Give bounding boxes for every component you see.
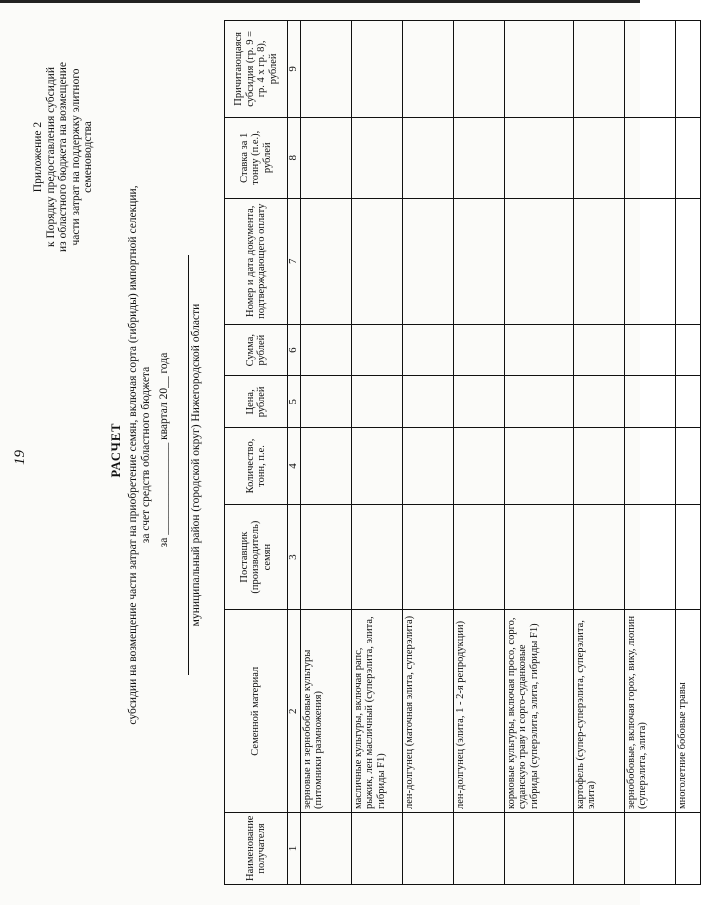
table-cell xyxy=(300,428,351,505)
recipient-cell xyxy=(675,813,700,885)
table-row xyxy=(504,21,573,885)
table-cell xyxy=(453,117,504,198)
column-number: 9 xyxy=(288,21,301,118)
annex-header xyxy=(32,37,95,277)
table-cell xyxy=(624,198,675,324)
table-cell xyxy=(624,21,675,118)
document-subtitle: субсидии на возмещение части затрат на приобретение семян, включая сорта (гибриды) импортной селекции, xyxy=(127,185,139,725)
table-cell xyxy=(573,428,624,505)
document-subtitle-2: за счет средств областного бюджета xyxy=(140,366,152,544)
table-cell xyxy=(624,117,675,198)
table-cell xyxy=(573,324,624,376)
table-cell xyxy=(402,117,453,198)
recipient-cell xyxy=(573,813,624,885)
table-cell xyxy=(675,198,700,324)
column-number: 2 xyxy=(288,610,301,813)
recipient-cell xyxy=(402,813,453,885)
column-number-row xyxy=(288,21,301,885)
table-cell xyxy=(402,504,453,610)
table-cell xyxy=(573,504,624,610)
table-cell xyxy=(351,376,402,428)
column-number: 7 xyxy=(288,198,301,324)
seed-material-cell: лен-долгунец (элита, 1 - 2-я репродукции) xyxy=(453,610,504,813)
seed-material-cell: многолетние бобовые травы xyxy=(675,610,700,813)
table-cell xyxy=(300,376,351,428)
recipient-cell xyxy=(351,813,402,885)
recipient-cell xyxy=(624,813,675,885)
table-row xyxy=(675,21,700,885)
table-cell xyxy=(351,117,402,198)
header-cell: Наименование получателя xyxy=(225,813,288,885)
table-cell xyxy=(300,324,351,376)
table-cell xyxy=(675,376,700,428)
table-cell xyxy=(453,198,504,324)
header-cell: Ставка за 1 тонну (п.е.), рублей xyxy=(225,117,288,198)
table-cell xyxy=(402,324,453,376)
table-cell xyxy=(351,428,402,505)
table-cell xyxy=(504,21,573,118)
table-cell xyxy=(675,428,700,505)
table-cell xyxy=(453,428,504,505)
annex-line: к Порядку предоставления субсидий xyxy=(44,67,57,247)
header-cell: Причитающаяся субсидия (гр. 9 = гр. 4 х гр. 8), рублей xyxy=(225,21,288,118)
table-cell xyxy=(624,428,675,505)
column-number: 5 xyxy=(288,376,301,428)
header-row xyxy=(225,21,288,885)
header-cell: Семенной материал xyxy=(225,610,288,813)
table-cell xyxy=(675,324,700,376)
table-cell xyxy=(624,376,675,428)
seed-material-cell: кормовые культуры, включая просо, сорго, суданскую траву и сорго-суданковые гибриды (суперэлита, элита, гибриды F1) xyxy=(504,610,573,813)
document-title: РАСЧЕТ xyxy=(109,422,123,478)
table-cell xyxy=(573,21,624,118)
page-number: 19 xyxy=(12,450,28,465)
header-cell: Цена, рублей xyxy=(225,376,288,428)
table-cell xyxy=(675,117,700,198)
header-cell: Поставщик (производитель) семян xyxy=(225,504,288,610)
seed-material-cell: зернобобовые, включая горох, вику, люпин (суперэлита, элита) xyxy=(624,610,675,813)
recipient-cell xyxy=(453,813,504,885)
header-cell: Сумма, рублей xyxy=(225,324,288,376)
table-cell xyxy=(453,21,504,118)
table-row xyxy=(402,21,453,885)
table-cell xyxy=(300,198,351,324)
table-cell xyxy=(351,21,402,118)
annex-line: семеноводства xyxy=(82,121,94,193)
table-cell xyxy=(402,428,453,505)
column-number: 6 xyxy=(288,324,301,376)
table-row xyxy=(624,21,675,885)
subsidy-table xyxy=(224,20,701,885)
seed-material-cell: масличные культуры, включая рапс, рыжик, лен масличный (суперэлита, элита, гибриды F1) xyxy=(351,610,402,813)
municipality-line: муниципальный район (городской округ) Нижегородской области xyxy=(188,255,203,675)
table-cell xyxy=(300,21,351,118)
header-cell: Номер и дата документа, подтверждающего оплату xyxy=(225,198,288,324)
table-cell xyxy=(504,504,573,610)
table-cell xyxy=(573,117,624,198)
annex-line: Приложение 2 xyxy=(32,121,44,193)
annex-line: из областного бюджета на возмещение xyxy=(57,62,69,252)
recipient-cell xyxy=(504,813,573,885)
table-row xyxy=(573,21,624,885)
table-cell xyxy=(453,504,504,610)
column-number: 1 xyxy=(288,813,301,885)
table-cell xyxy=(504,198,573,324)
table-cell xyxy=(351,504,402,610)
annex-line: части затрат на поддержку элитного xyxy=(69,68,82,246)
recipient-cell xyxy=(300,813,351,885)
table-cell xyxy=(351,324,402,376)
table-cell xyxy=(453,376,504,428)
table-cell xyxy=(453,324,504,376)
seed-material-cell: картофель (супер-суперэлита, суперэлита, элита) xyxy=(573,610,624,813)
table-row xyxy=(453,21,504,885)
table-cell xyxy=(402,21,453,118)
table-cell xyxy=(402,198,453,324)
table-cell xyxy=(300,117,351,198)
seed-material-cell: зерновые и зернобобовые культуры (питомники размножения) xyxy=(300,610,351,813)
column-number: 3 xyxy=(288,504,301,610)
table-cell xyxy=(675,504,700,610)
table-cell xyxy=(573,198,624,324)
column-number: 4 xyxy=(288,428,301,505)
table-row xyxy=(351,21,402,885)
quarter-line: за ________________ квартал 20__ года xyxy=(158,352,170,548)
table-cell xyxy=(624,324,675,376)
column-number: 8 xyxy=(288,117,301,198)
seed-material-cell: лен-долгунец (маточная элита, суперэлита) xyxy=(402,610,453,813)
table-cell xyxy=(504,428,573,505)
table-cell xyxy=(504,376,573,428)
table-cell xyxy=(624,504,675,610)
table-cell xyxy=(351,198,402,324)
table-row xyxy=(300,21,351,885)
table-cell xyxy=(675,21,700,118)
table-cell xyxy=(402,376,453,428)
table-cell xyxy=(504,117,573,198)
header-cell: Количество, тонн, п.е. xyxy=(225,428,288,505)
table-cell xyxy=(504,324,573,376)
table-cell xyxy=(573,376,624,428)
table-cell xyxy=(300,504,351,610)
